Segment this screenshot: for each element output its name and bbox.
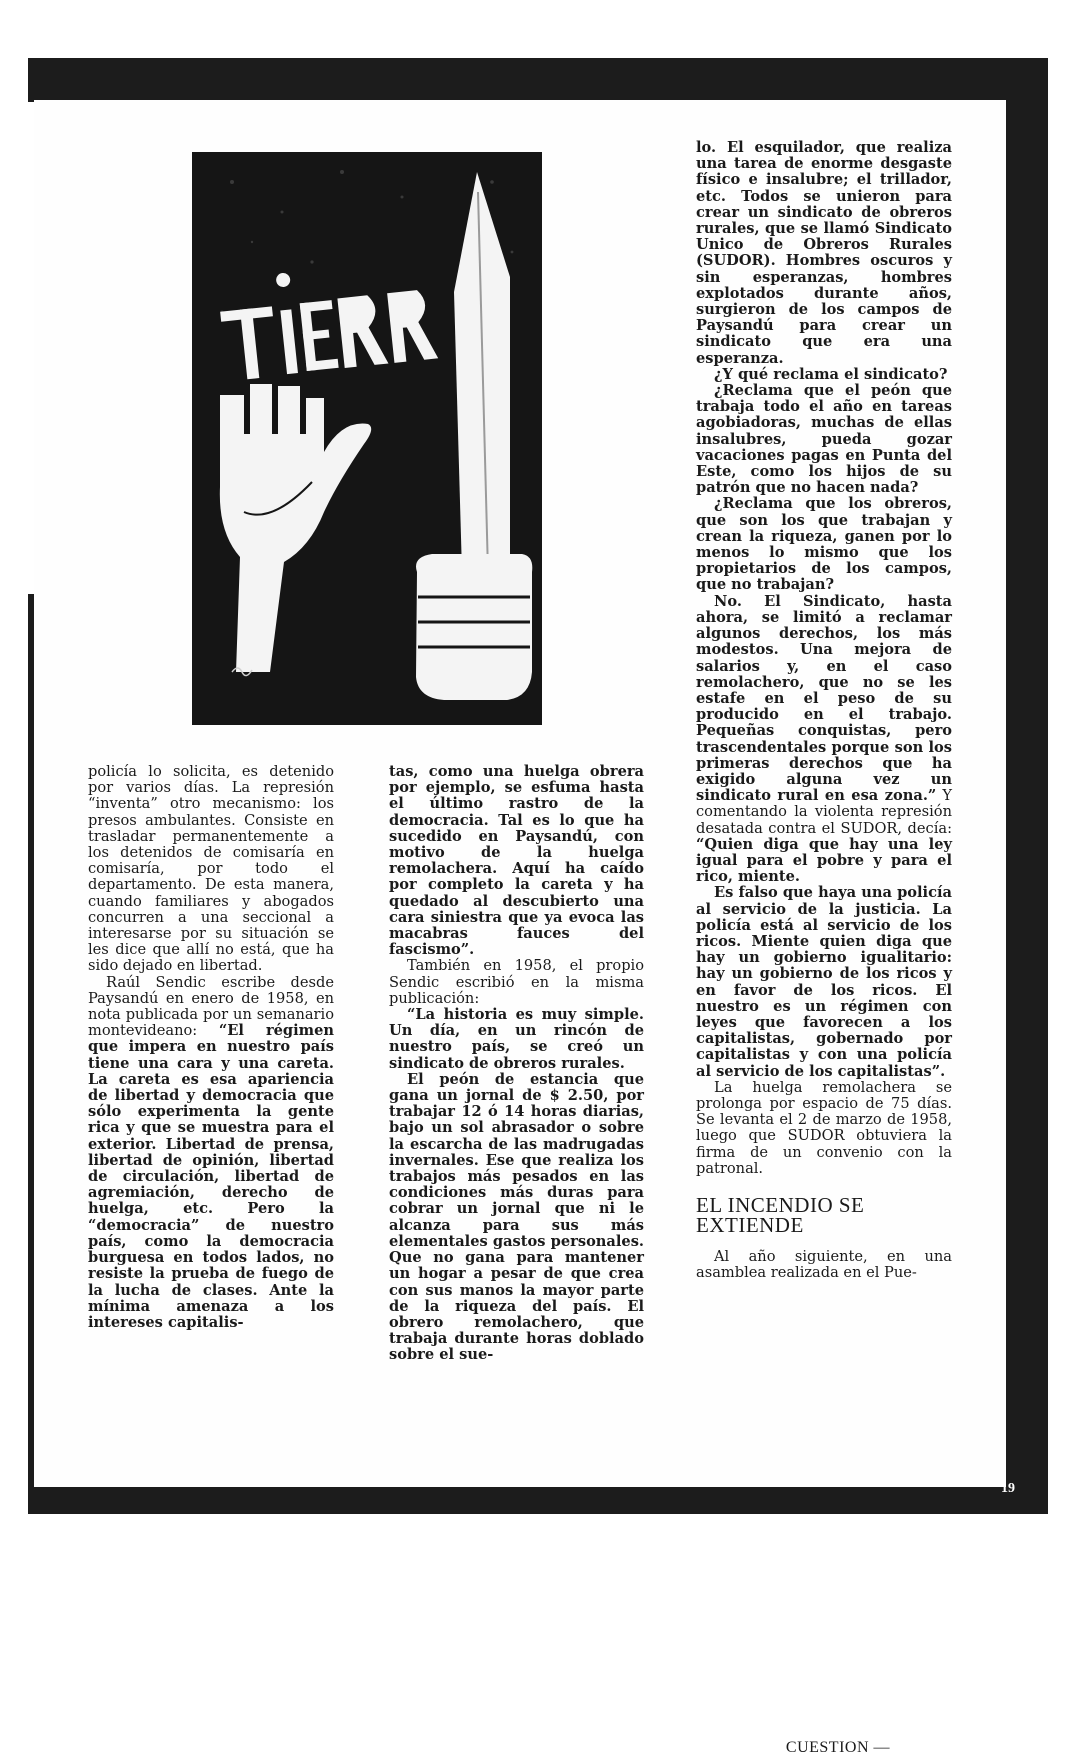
- col3-paragraph-after-heading: Al año siguiente, en una asamblea realizada en el Pue-: [696, 1248, 952, 1282]
- scan-border-bottom: [28, 1486, 1048, 1514]
- col3-paragraph: No. El Sindicato, hasta ahora, se limitó a reclamar algunos derechos, los más modestos. Una mejora de salarios y, en el caso remolachero, que no se les estafe en el peso de su producido en el trabajo. Pequeñas conquistas, pero trascendentales porque son los primeras derechos que ha exigido alguna vez un sindicato rural en esa zona.” Y comentando la violenta represión desatada contra el SUDOR, decía: “Quien diga que hay una ley igual para el pobre y para el rico, miente.: [696, 592, 952, 886]
- tierra-poster-illustration: [192, 152, 542, 725]
- scan-border-top: [28, 58, 1048, 102]
- col3-paragraph: lo. El esquilador, que realiza una tarea de enorme desgaste físico e insalubre; el trillador, etc. Todos se unieron para crear un sindicato de obreros rurales, que se llamó Sindicato Unico de Obreros Rurales (SUDOR). Hombres oscuros y sin esperanzas, hombres explotados durante años, surgieron de los campos de Paysandú para crear un sindicato que era una esperanza.: [696, 139, 952, 367]
- footer-label: CUESTION —: [785, 1739, 890, 1756]
- col2-paragraph: “La historia es muy simple. Un día, en un rincón de nuestro país, se creó un sindicato de obreros rurales.: [389, 1006, 644, 1072]
- col3-paragraph: ¿Reclama que el peón que trabaja todo el año en tareas agobiadoras, muchas de ellas insalubres, pueda gozar vacaciones pagas en Punta del Este, como los hijos de su patrón que no hacen nada?: [696, 382, 952, 497]
- magazine-page: [34, 100, 1006, 1756]
- col3-paragraph: La huelga remolachera se prolonga por espacio de 75 días. Se levanta el 2 de marzo de 1958, luego que SUDOR obtuviera la firma de un convenio con la patronal.: [696, 1078, 952, 1177]
- poster-artwork: [192, 152, 542, 725]
- col3-paragraph: ¿Reclama que los obreros, que son los que trabajan y crean la riqueza, ganen por lo menos lo mismo que los propietarios de los campos, que no trabajan?: [696, 495, 952, 594]
- col3-paragraph: ¿Y qué reclama el sindicato?: [714, 365, 948, 383]
- section-heading: EL INCENDIO SE EXTIENDE: [696, 1193, 865, 1237]
- text-column-middle: [389, 764, 644, 1364]
- col1-paragraph: policía lo solicita, es detenido por varios días. La represión “inventa” otro mecanismo: los presos ambulantes. Consiste en trasladar permanentemente a los detenidos de comisaría en comisaría, por todo el departamento. De esta manera, cuando familiares y abogados concurren a una seccional a interesarse por su situación se les dice que allí no está, que ha sido dejado en libertad.: [88, 763, 334, 975]
- text-column-right: [696, 140, 952, 1281]
- col1-paragraph: Raúl Sendic escribe desde Paysandú en enero de 1958, en nota publicada por un semanario montevideano: “El régimen que impera en nuestro país tiene una cara y una careta. La careta es esa apariencia de libertad y democracia que sólo experimenta la gente rica y que se muestra para el exterior. Libertad de prensa, libertad de opinión, libertad de circulación, libertad de agremiación, derecho de huelga, etc. Pero la “democracia” de nuestro país, como la democracia burguesa en todos lados, no resiste la prueba de fuego de la lucha de clases. Ante la mínima amenaza a los intereses capitalis-: [88, 973, 334, 1331]
- text-column-left: [88, 764, 334, 1331]
- scan-border-right: [1004, 58, 1048, 1488]
- col2-paragraph: También en 1958, el propio Sendic escribió en la misma publicación:: [389, 957, 644, 1007]
- page-number: 19: [1001, 1481, 1015, 1496]
- col2-paragraph: tas, como una huelga obrera por ejemplo, se esfuma hasta el último rastro de la democracia. Tal es lo que ha sucedido en Paysandú, con motivo de la huelga remolachera. Aquí ha caído por completo la careta y ha quedado al descubierto una cara siniestra que ya evoca las macabras fauces del fascismo”.: [389, 763, 644, 959]
- col2-paragraph: El peón de estancia que gana un jornal de $ 2.50, por trabajar 12 ó 14 horas diarias, bajo un sol abrasador o sobre la escarcha de las madrugadas invernales. Ese que realiza los trabajos más pesados en las condiciones más duras para cobrar un jornal que ni le alcanza para sus más elementales gastos personales. Que no gana para mantener un hogar a pesar de que crea con sus manos la mayor parte de la riqueza del país. El obrero remolachero, que trabaja durante horas doblado sobre el sue-: [389, 1070, 644, 1364]
- col3-paragraph: Es falso que haya una policía al servicio de la justicia. La policía está al servicio de los ricos. Miente quien diga que hay un gobierno igualitario: hay un gobierno de los ricos y en favor de los ricos. El nuestro es un régimen con leyes que favorecen a los capitalistas, gobernado por capitalistas y con una policía al servicio de los capitalistas”.: [696, 884, 952, 1080]
- footer-running-head: [786, 1737, 890, 1757]
